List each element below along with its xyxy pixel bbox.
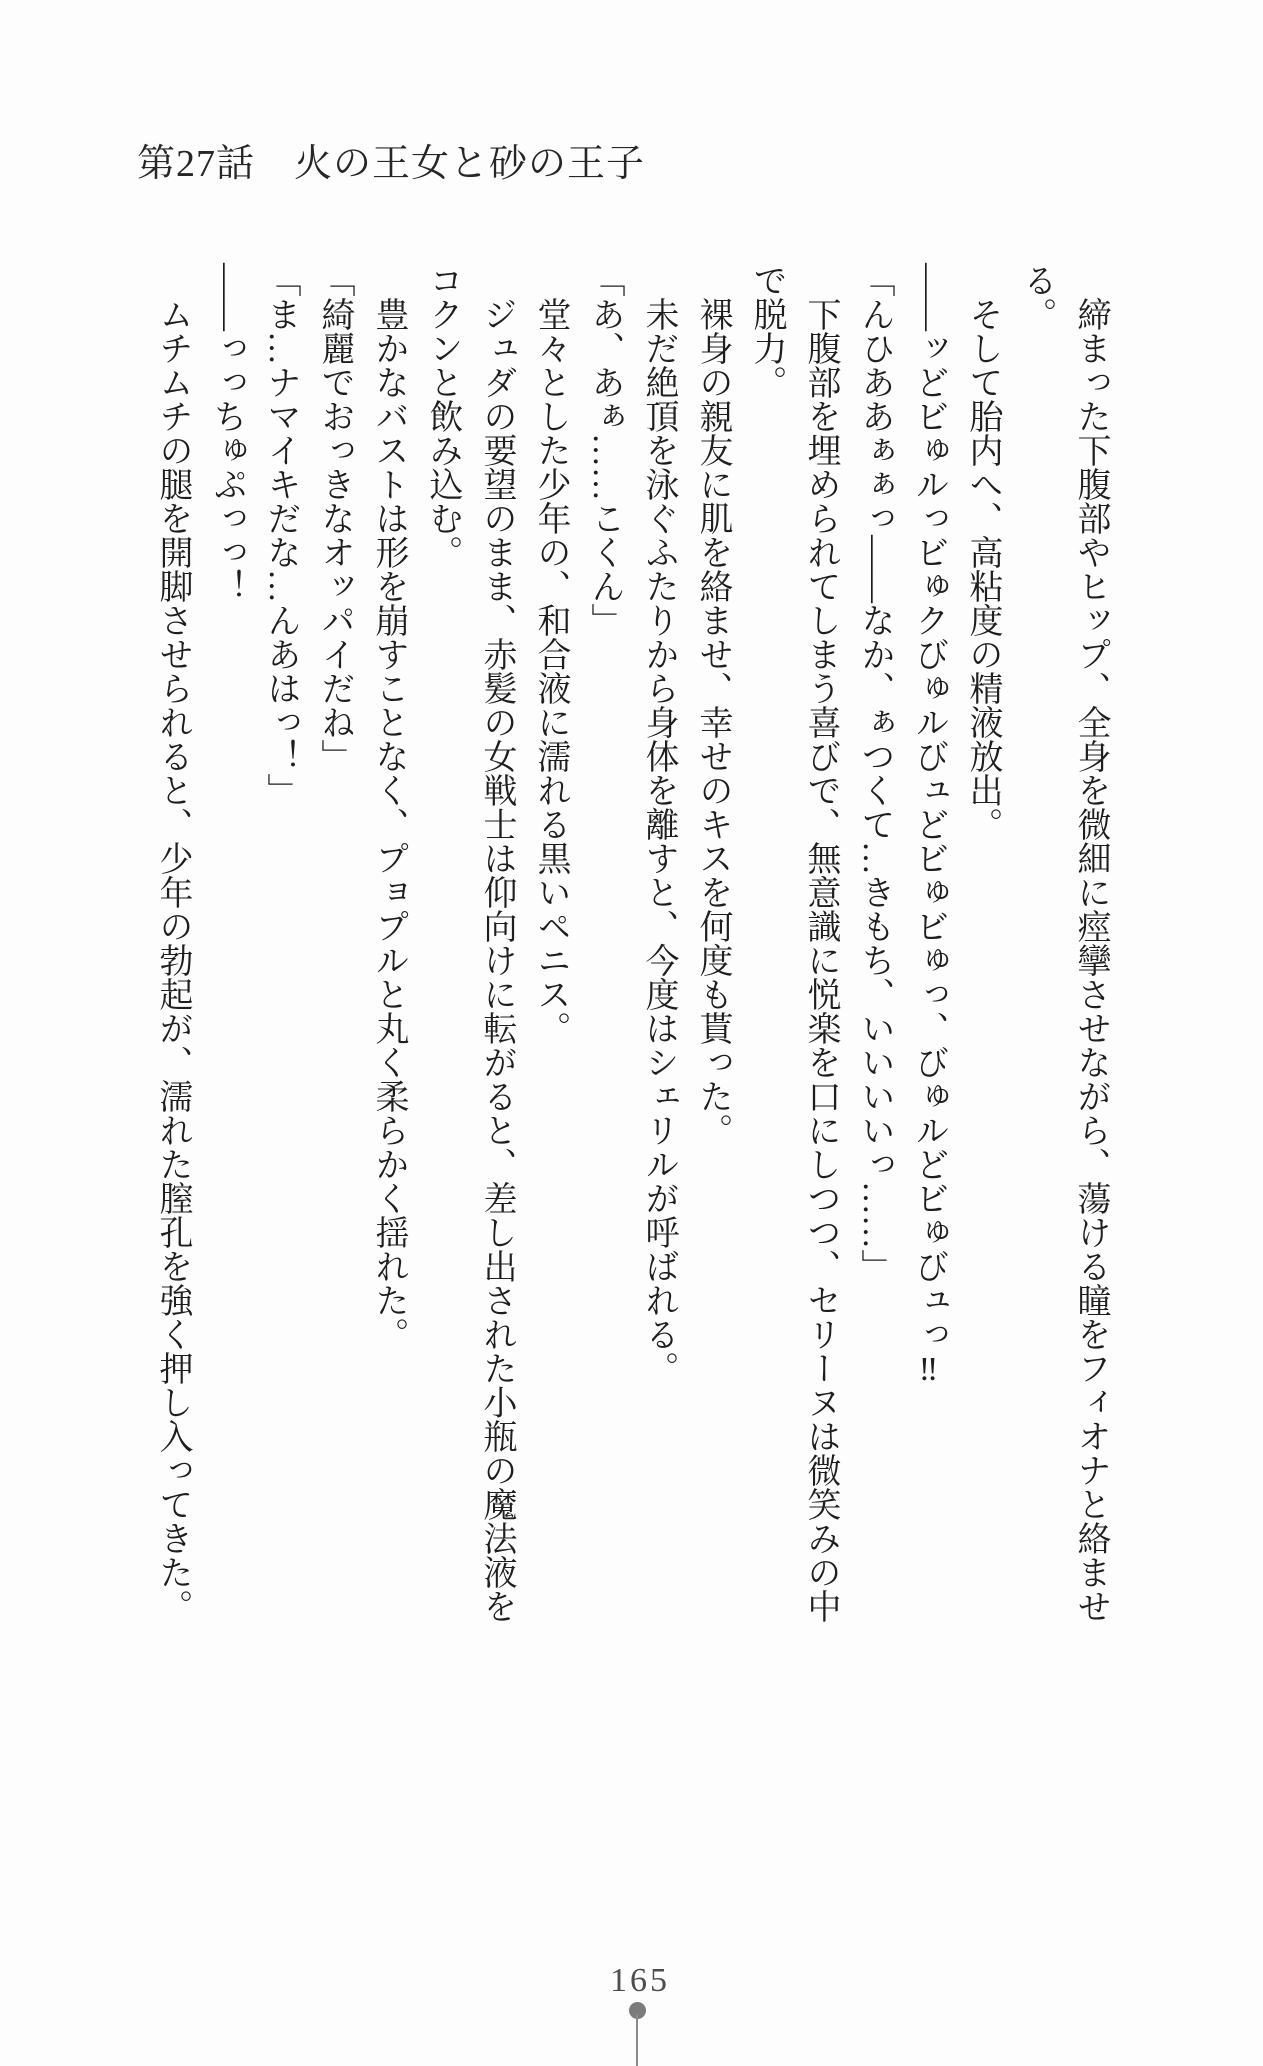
chapter-header: 第27話 火の王女と砂の王子 xyxy=(137,143,646,185)
paragraph: 「んひああぁぁっ――なか、ぁつくて…きもち、いいいいっ……」 xyxy=(856,263,893,1283)
paragraph: ムチムチの腿を開脚させられると、少年の勃起が、濡れた膣孔を強く押し入ってきた。 xyxy=(154,297,191,1623)
paragraph: 「綺麗でおっきなオッパイだね」 xyxy=(316,263,353,773)
paragraph: ジュダの要望のまま、赤髪の女戦士は仰向けに転がると、差し出された小瓶の魔法液をコクンと飲み込む。 xyxy=(424,263,515,1623)
paragraph: 裸身の親友に肌を絡ませ、幸せのキスを何度も貰った。 xyxy=(694,297,731,1147)
paragraph: 締まった下腹部やヒップ、全身を微細に痙攣させながら、蕩ける瞳をフィオナと絡ませる。 xyxy=(1018,263,1109,1623)
paragraph: 下腹部を埋められてしまう喜びで、無意識に悦楽を口にしつつ、セリーヌは微笑みの中で脱力。 xyxy=(748,263,839,1623)
footer-ornament-line xyxy=(636,2014,638,2066)
paragraph: そして胎内へ、高粘度の精液放出。 xyxy=(964,297,1001,841)
paragraph: 未だ絶頂を泳ぐふたりから身体を離すと、今度はシェリルが呼ばれる。 xyxy=(640,297,677,1385)
paragraph: 豊かなバストは形を崩すことなく、プョプルと丸く柔らかく揺れた。 xyxy=(370,297,407,1351)
page-number: 165 xyxy=(610,1962,670,1999)
body-text xyxy=(145,263,1117,1623)
paragraph: ――っっちゅぷっっ！ xyxy=(208,263,245,603)
paragraph: 「ま…ナマイキだな…んあはっ！」 xyxy=(262,263,299,807)
paragraph: ――ッどビゅルっビゅクびゅルびュどビゅビゅっ、びゅルどビゅびュっ‼ xyxy=(910,263,947,1388)
paragraph: 堂々とした少年の、和合液に濡れる黒いペニス。 xyxy=(532,297,569,1045)
paragraph: 「あ、あぁ……こくん」 xyxy=(586,263,623,637)
